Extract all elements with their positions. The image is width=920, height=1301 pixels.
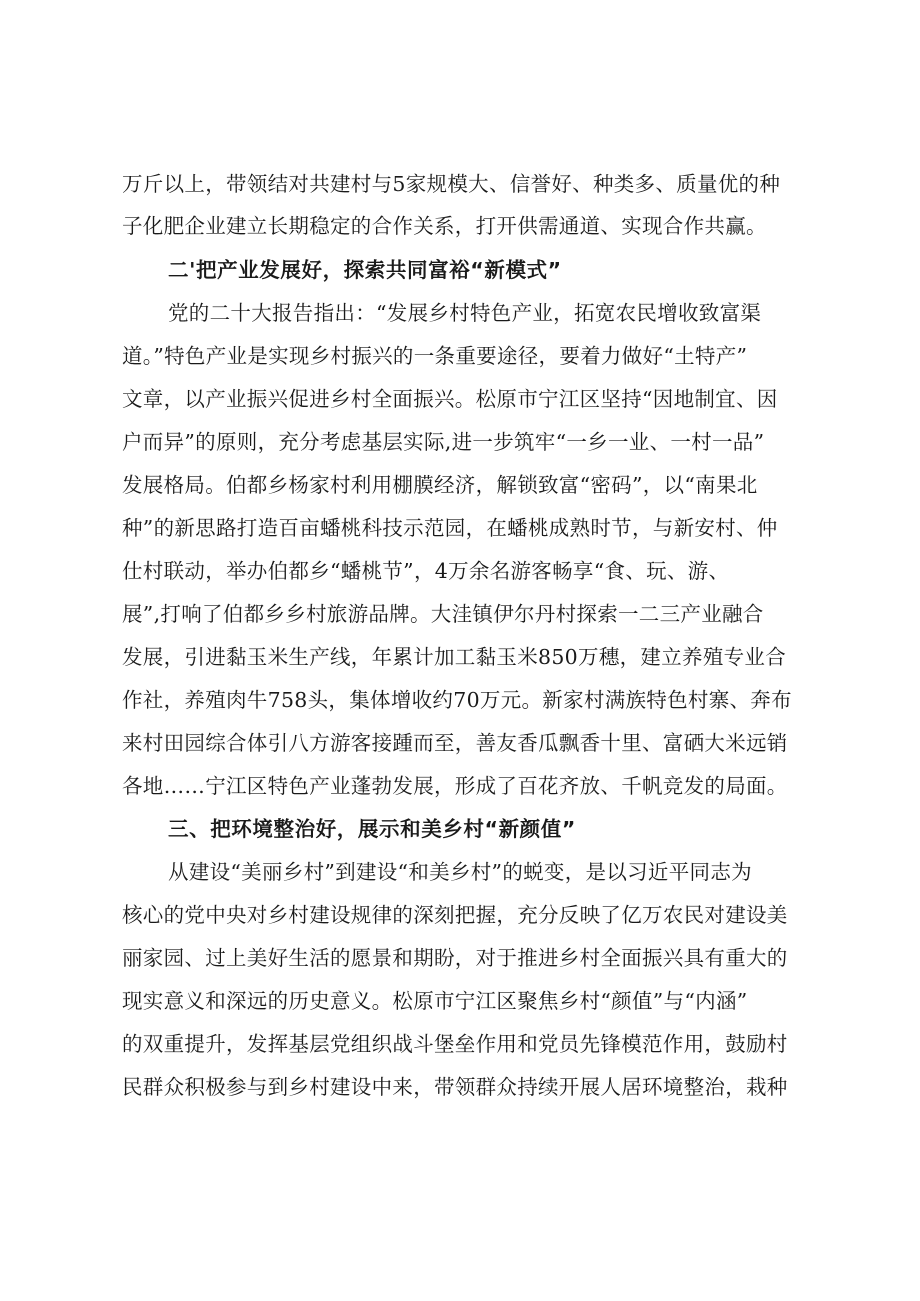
body-line: 道。”特色产业是实现乡村振兴的一条重要途径，要着力做好“土特产” (122, 344, 748, 368)
body-line: 发展，引进黏玉米生产线，年累计加工黏玉米850万穗，建立养殖专业合 (122, 645, 787, 669)
body-line: 仕村联动，举办伯都乡“蟠桃节”，4万余名游客畅享“食、玩、游、 (122, 559, 730, 583)
body-line: 来村田园综合体引八方游客接踵而至，善友香瓜飘香十里、富硒大米远销 (122, 731, 788, 755)
body-line: 发展格局。伯都乡杨家村利用棚膜经济，解锁致富“密码”，以“南果北 (122, 473, 758, 497)
body-line: 核心的党中央对乡村建设规律的深刻把握，充分反映了亿万农民对建设美 (122, 903, 788, 927)
body-line: 各地……宁江区特色产业蓬勃发展，形成了百花齐放、千帆竞发的局面。 (122, 774, 788, 798)
body-line: 现实意义和深远的历史意义。松原市宁江区聚焦乡村“颜值”与“内涵” (122, 989, 748, 1013)
paragraph-first-line: 党的二十大报告指出：“发展乡村特色产业，拓宽农民增收致富渠 (168, 301, 762, 325)
body-line: 万斤以上，带领结对共建村与5家规模大、信誉好、种类多、质量优的种 (122, 172, 781, 196)
body-line: 的双重提升，发挥基层党组织战斗堡垒作用和党员先锋模范作用，鼓励村 (122, 1032, 788, 1056)
body-line: 民群众积极参与到乡村建设中来，带领群众持续开展人居环境整治，栽种 (122, 1075, 788, 1099)
paragraph-first-line: 从建设“美丽乡村”到建设“和美乡村”的蜕变，是以习近平同志为 (168, 860, 752, 884)
body-line: 子化肥企业建立长期稳定的合作关系，打开供需通道、实现合作共赢。 (122, 214, 767, 238)
body-line: 丽家园、过上美好生活的愿景和期盼，对于推进乡村全面振兴具有重大的 (122, 946, 788, 970)
body-line: 展”,打响了伯都乡乡村旅游品牌。大洼镇伊尔丹村探索一二三产业融合 (122, 602, 764, 626)
body-line: 种”的新思路打造百亩蟠桃科技示范园，在蟠桃成熟时节，与新安村、仲 (122, 516, 778, 540)
body-line: 户而异”的原则，充分考虑基层实际,进一步筑牢“一乡一业、一村一品” (122, 430, 765, 454)
section-heading-3: 三、把环境整治好，展示和美乡村“新颜值” (168, 817, 576, 841)
section-heading-2: 二'把产业发展好，探索共同富裕“新模式” (168, 258, 562, 282)
body-line: 作社，养殖肉牛758头，集体增收约70万元。新家村满族特色村寨、奔布 (122, 688, 792, 712)
body-line: 文章，以产业振兴促进乡村全面振兴。松原市宁江区坚持“因地制宜、因 (122, 387, 778, 411)
